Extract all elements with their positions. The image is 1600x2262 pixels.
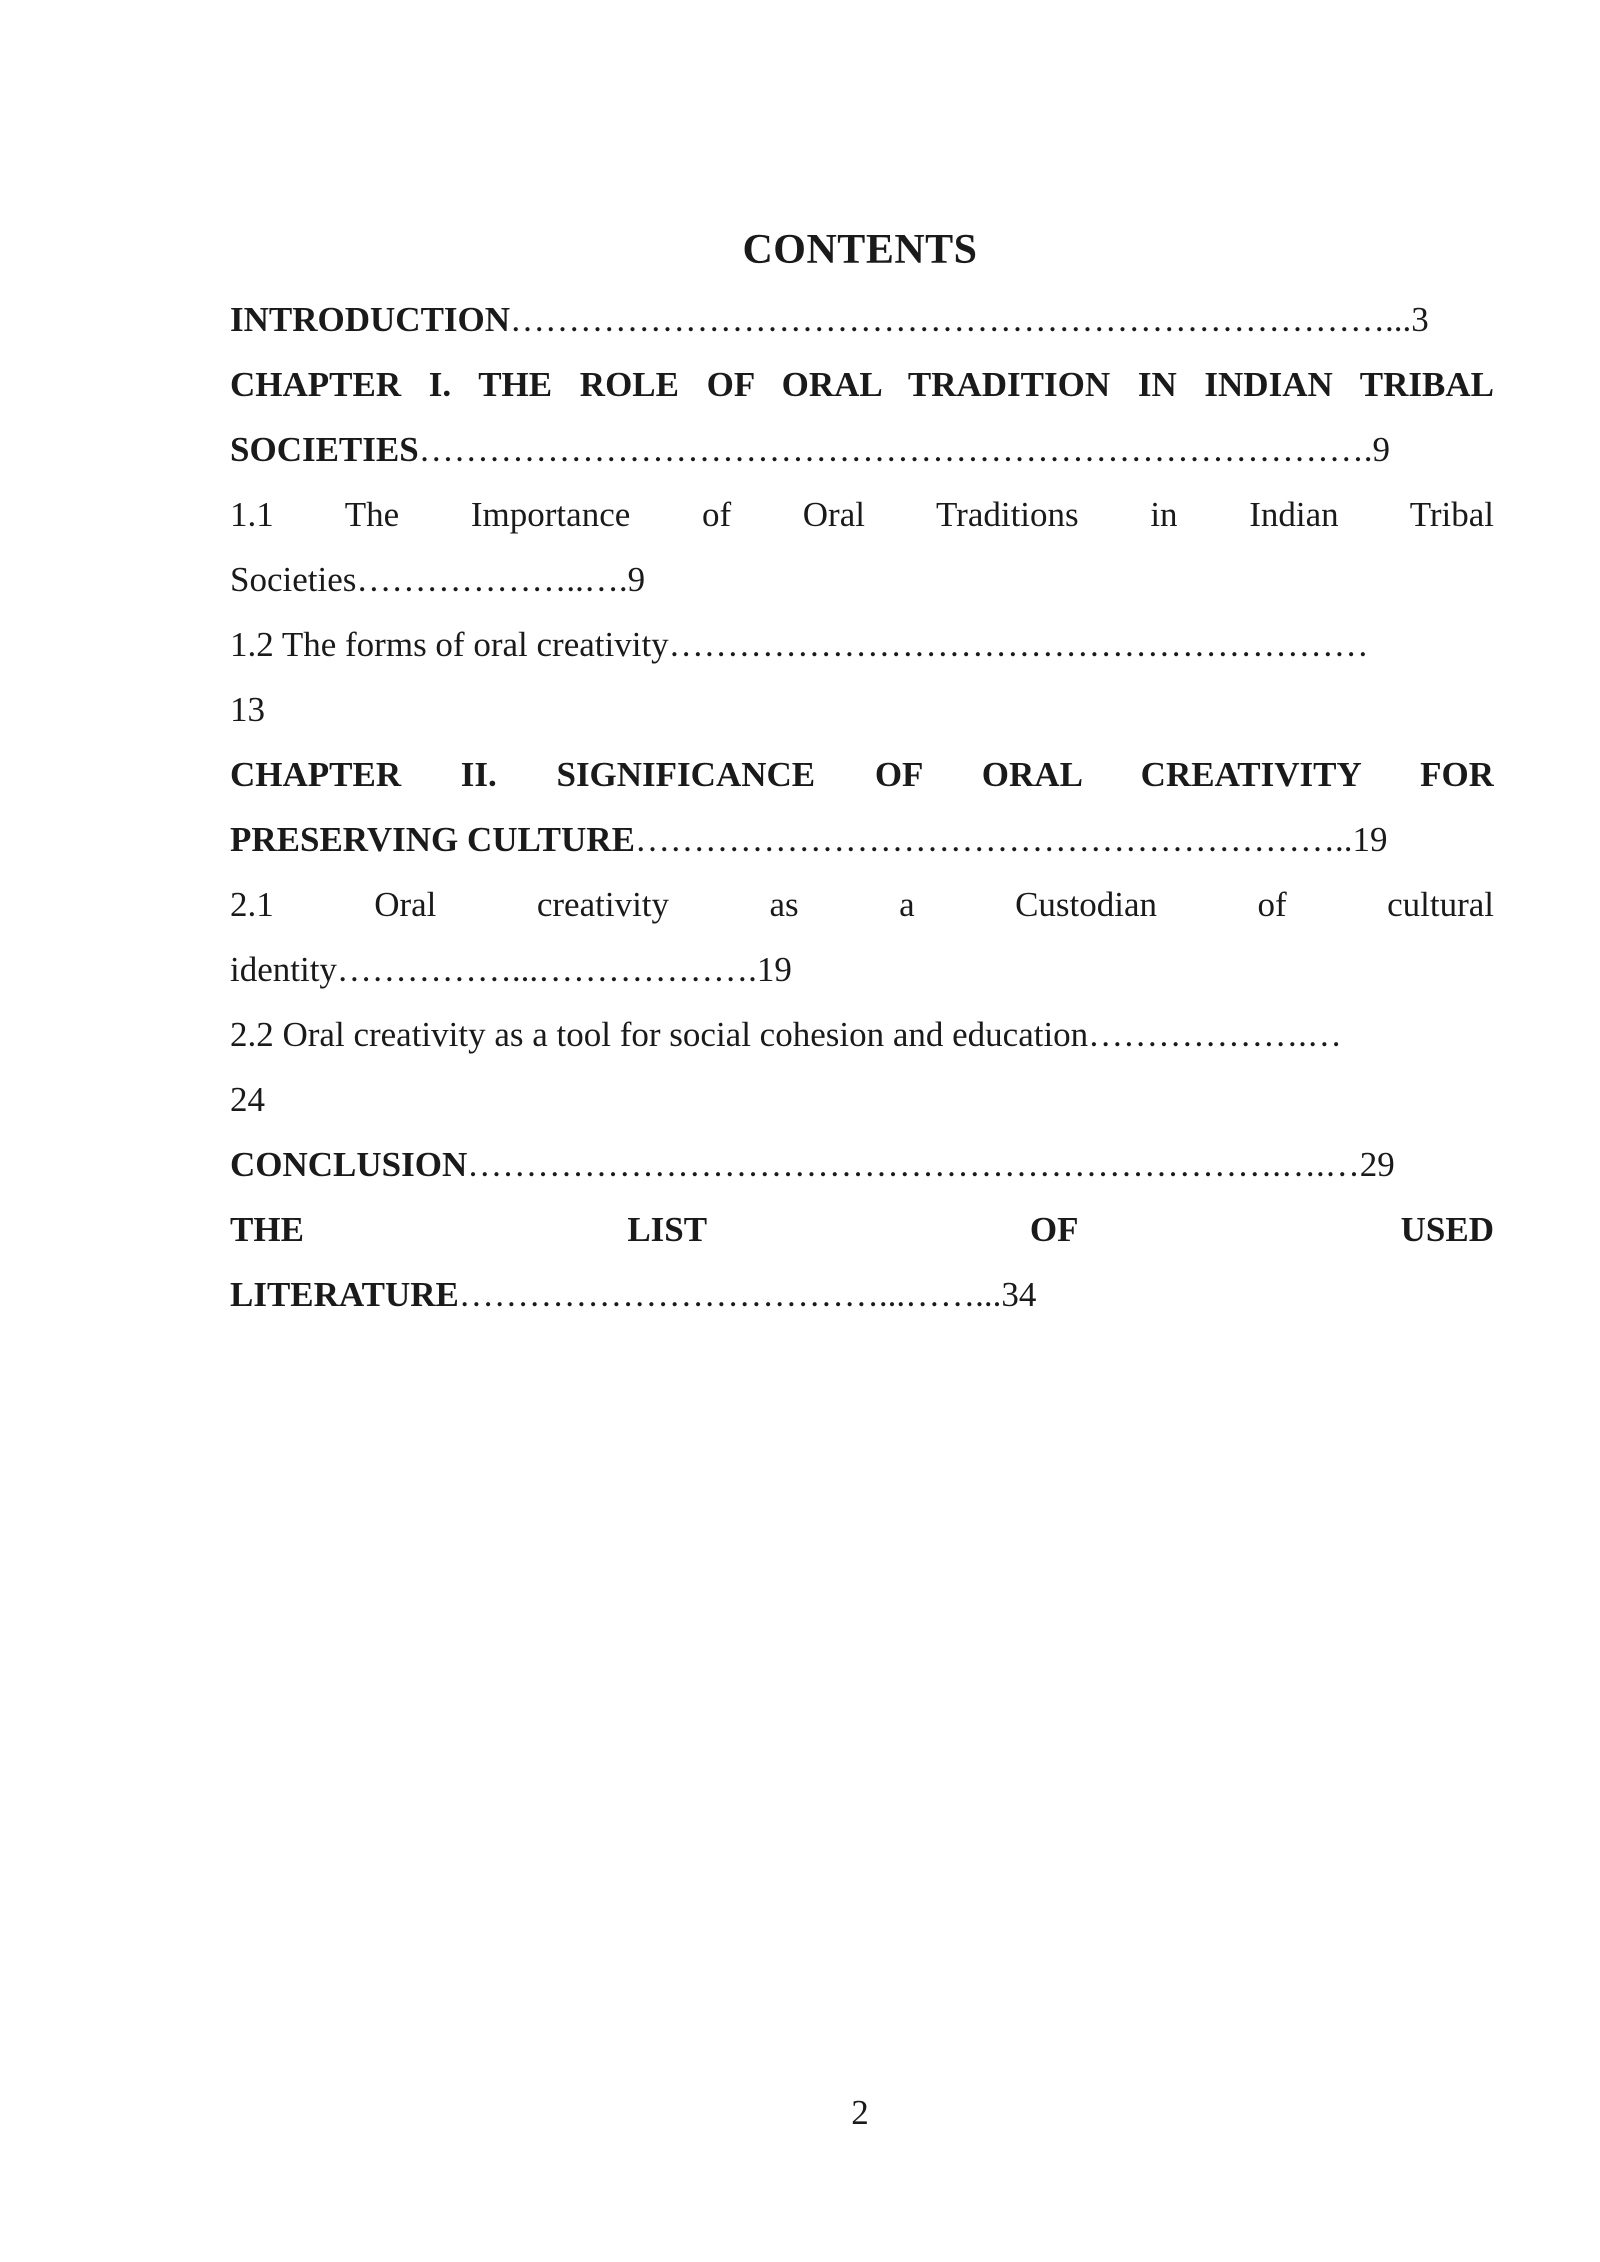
toc-entry-literature-line-2 bbox=[230, 1275, 1494, 1315]
toc-entry-conclusion bbox=[230, 1145, 1494, 1185]
toc-entry-1-2-line-1: 1.2 The forms of oral creativity…………………………………………………… bbox=[230, 625, 1369, 664]
toc-entry-label: CONCLUSION bbox=[230, 1145, 468, 1184]
toc-entry-label: PRESERVING CULTURE bbox=[230, 820, 635, 859]
toc-leader-page: …………………………………………………………………...3 bbox=[510, 300, 1429, 339]
toc-leader-page: ………………………………...……...34 bbox=[458, 1275, 1037, 1314]
toc-entry-label: INTRODUCTION bbox=[230, 300, 511, 339]
toc-entry-literature-line-1: THE LIST OF USED bbox=[230, 1210, 1494, 1249]
toc-leader-page: …………………………………………………………….….…29 bbox=[467, 1145, 1395, 1184]
toc-entry-1-1-line-2: Societies………………..….9 bbox=[230, 560, 646, 599]
toc-entry-2-2-line-1: 2.2 Oral creativity as a tool for social cohesion and education……………….… bbox=[230, 1015, 1342, 1054]
toc-entry-chapter-2-line-1: CHAPTER II. SIGNIFICANCE OF ORAL CREATIVITY FOR bbox=[230, 755, 1494, 794]
toc-leader-page: ……………………………………………………………………….9 bbox=[418, 430, 1390, 469]
toc-entry-2-1-line-1: 2.1 Oral creativity as a Custodian of cultural bbox=[230, 885, 1494, 924]
toc-entry-chapter-1-line-1: CHAPTER I. THE ROLE OF ORAL TRADITION IN INDIAN TRIBAL bbox=[230, 365, 1494, 404]
toc-entry-1-1-line-1: 1.1 The Importance of Oral Traditions in Indian Tribal bbox=[230, 495, 1494, 534]
toc-entry-2-1-line-2: identity……………...……………….19 bbox=[230, 950, 792, 989]
toc-entry-2-2-line-2: 24 bbox=[230, 1080, 265, 1119]
toc-entry-chapter-1-line-2 bbox=[230, 430, 1494, 470]
toc-entry-chapter-2-line-2 bbox=[230, 820, 1494, 860]
toc-entry-label: SOCIETIES bbox=[230, 430, 419, 469]
page-title: CONTENTS bbox=[742, 227, 978, 273]
toc-entry-introduction bbox=[230, 300, 1494, 340]
page-number: 2 bbox=[851, 2093, 869, 2132]
toc-leader-page: ……………………………………………………..19 bbox=[634, 820, 1388, 859]
toc-entry-label: LITERATURE bbox=[230, 1275, 459, 1314]
toc-entry-1-2-line-2: 13 bbox=[230, 690, 265, 729]
